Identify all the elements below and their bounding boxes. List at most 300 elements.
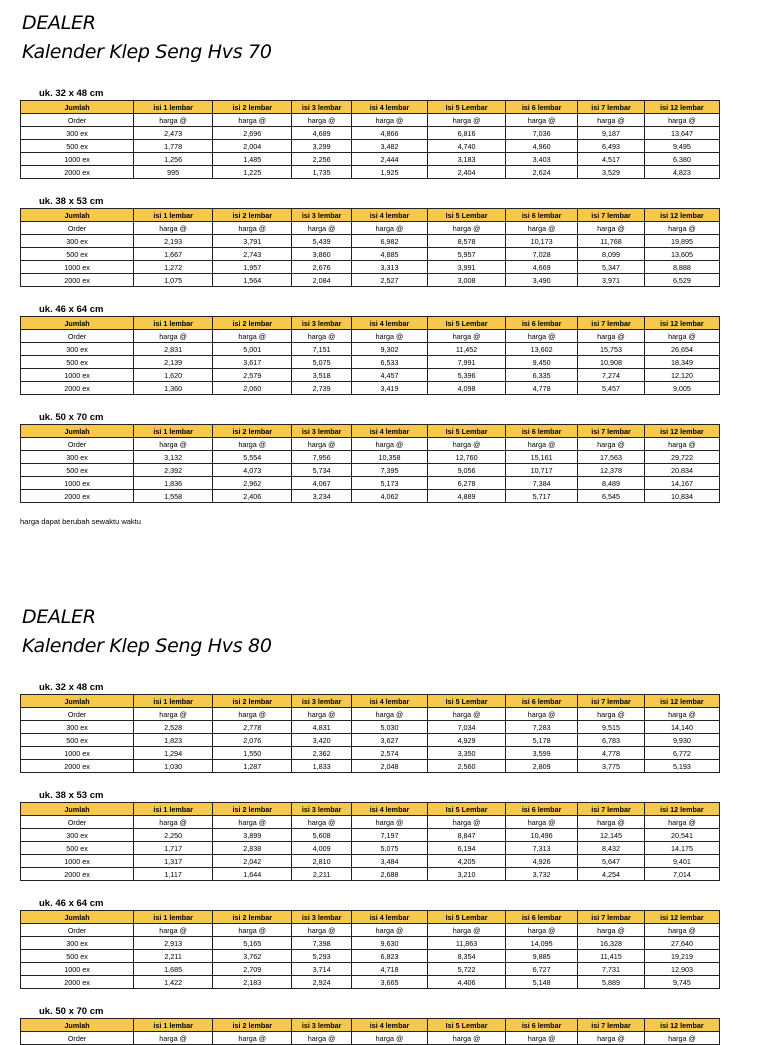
table-row xyxy=(21,721,720,734)
price-cell: 1,225 xyxy=(213,166,292,179)
order-cell: harga @ xyxy=(134,114,213,127)
price-cell: 11,768 xyxy=(578,235,645,248)
order-cell: harga @ xyxy=(644,114,719,127)
column-header: Jumlah xyxy=(21,425,134,438)
price-cell: 3,234 xyxy=(292,490,352,503)
column-header: isi 4 lembar xyxy=(351,803,427,816)
price-cell: 15,161 xyxy=(506,451,578,464)
quantity-cell: 300 ex xyxy=(21,721,134,734)
quantity-cell: 2000 ex xyxy=(21,760,134,773)
price-cell: 3,791 xyxy=(213,235,292,248)
quantity-cell: 300 ex xyxy=(21,343,134,356)
quantity-cell: 1000 ex xyxy=(21,369,134,382)
order-row xyxy=(21,114,720,127)
price-cell: 11,863 xyxy=(428,937,506,950)
column-header: isi 6 lembar xyxy=(506,209,578,222)
column-header: isi 4 lembar xyxy=(351,425,427,438)
order-cell: Order xyxy=(21,114,134,127)
order-cell: harga @ xyxy=(428,816,506,829)
price-cell: 4,457 xyxy=(351,369,427,382)
price-cell: 2,250 xyxy=(134,829,213,842)
quantity-cell: 1000 ex xyxy=(21,477,134,490)
column-header: isi 1 lembar xyxy=(134,317,213,330)
price-cell: 2,831 xyxy=(134,343,213,356)
price-cell: 7,731 xyxy=(578,963,645,976)
order-cell: harga @ xyxy=(578,438,645,451)
price-cell: 5,173 xyxy=(351,477,427,490)
column-header: isi 3 lembar xyxy=(292,695,352,708)
size-label: uk. 50 x 70 cm xyxy=(39,412,104,423)
price-cell: 4,778 xyxy=(506,382,578,395)
price-cell: 29,722 xyxy=(644,451,719,464)
price-cell: 7,395 xyxy=(351,464,427,477)
table-row xyxy=(21,950,720,963)
price-cell: 1,558 xyxy=(134,490,213,503)
header-row xyxy=(21,209,720,222)
table-row xyxy=(21,153,720,166)
price-cell: 1,957 xyxy=(213,261,292,274)
price-cell: 2,962 xyxy=(213,477,292,490)
order-cell: harga @ xyxy=(351,330,427,343)
dealer-heading: DEALER xyxy=(22,12,96,34)
column-header: isi 7 lembar xyxy=(578,317,645,330)
table-row xyxy=(21,760,720,773)
price-cell: 9,630 xyxy=(351,937,427,950)
order-cell: harga @ xyxy=(578,816,645,829)
price-cell: 1,836 xyxy=(134,477,213,490)
price-cell: 4,831 xyxy=(292,721,352,734)
price-cell: 1,256 xyxy=(134,153,213,166)
price-cell: 2,743 xyxy=(213,248,292,261)
size-label: uk. 46 x 64 cm xyxy=(39,304,104,315)
price-cell: 2,444 xyxy=(351,153,427,166)
price-cell: 3,762 xyxy=(213,950,292,963)
order-cell: harga @ xyxy=(351,816,427,829)
price-cell: 20,541 xyxy=(644,829,719,842)
price-cell: 3,529 xyxy=(578,166,645,179)
price-cell: 2,139 xyxy=(134,356,213,369)
price-cell: 7,313 xyxy=(506,842,578,855)
price-cell: 5,165 xyxy=(213,937,292,950)
column-header: isi 6 lembar xyxy=(506,911,578,924)
price-cell: 4,740 xyxy=(428,140,506,153)
table-row xyxy=(21,369,720,382)
header-row xyxy=(21,101,720,114)
column-header: isi 12 lembar xyxy=(644,317,719,330)
price-cell: 3,210 xyxy=(428,868,506,881)
column-header: isi 1 lembar xyxy=(134,803,213,816)
price-cell: 2,913 xyxy=(134,937,213,950)
price-cell: 6,545 xyxy=(578,490,645,503)
price-cell: 3,484 xyxy=(351,855,427,868)
quantity-cell: 2000 ex xyxy=(21,166,134,179)
price-cell: 3,599 xyxy=(506,747,578,760)
column-header: Jumlah xyxy=(21,101,134,114)
price-cell: 13,647 xyxy=(644,127,719,140)
column-header: Jumlah xyxy=(21,911,134,924)
price-cell: 3,860 xyxy=(292,248,352,261)
order-cell: harga @ xyxy=(428,1032,506,1045)
order-cell: harga @ xyxy=(428,708,506,721)
column-header: isi 6 lembar xyxy=(506,425,578,438)
order-row xyxy=(21,924,720,937)
order-cell: Order xyxy=(21,330,134,343)
order-cell: harga @ xyxy=(428,438,506,451)
table-row xyxy=(21,734,720,747)
price-cell: 2,211 xyxy=(134,950,213,963)
price-cell: 8,099 xyxy=(578,248,645,261)
column-header: isi 6 lembar xyxy=(506,1019,578,1032)
column-header: isi 12 lembar xyxy=(644,695,719,708)
price-cell: 2,527 xyxy=(351,274,427,287)
price-cell: 9,495 xyxy=(644,140,719,153)
price-cell: 3,482 xyxy=(351,140,427,153)
table-row xyxy=(21,382,720,395)
price-cell: 5,647 xyxy=(578,855,645,868)
quantity-cell: 500 ex xyxy=(21,464,134,477)
price-cell: 10,173 xyxy=(506,235,578,248)
quantity-cell: 500 ex xyxy=(21,140,134,153)
price-cell: 4,689 xyxy=(292,127,352,140)
order-cell: harga @ xyxy=(351,114,427,127)
order-cell: Order xyxy=(21,438,134,451)
price-cell: 5,075 xyxy=(292,356,352,369)
order-cell: harga @ xyxy=(578,330,645,343)
price-cell: 6,816 xyxy=(428,127,506,140)
price-cell: 3,665 xyxy=(351,976,427,989)
price-cell: 5,608 xyxy=(292,829,352,842)
table-row xyxy=(21,868,720,881)
price-cell: 5,457 xyxy=(578,382,645,395)
table-row xyxy=(21,937,720,950)
quantity-cell: 500 ex xyxy=(21,842,134,855)
price-cell: 2,739 xyxy=(292,382,352,395)
price-cell: 3,008 xyxy=(428,274,506,287)
price-cell: 2,810 xyxy=(292,855,352,868)
price-cell: 1,317 xyxy=(134,855,213,868)
order-cell: harga @ xyxy=(292,438,352,451)
order-cell: harga @ xyxy=(506,114,578,127)
column-header: isi 4 lembar xyxy=(351,101,427,114)
price-cell: 1,117 xyxy=(134,868,213,881)
price-cell: 2,809 xyxy=(506,760,578,773)
column-header: isi 3 lembar xyxy=(292,101,352,114)
price-cell: 18,349 xyxy=(644,356,719,369)
price-cell: 15,753 xyxy=(578,343,645,356)
price-cell: 2,688 xyxy=(351,868,427,881)
column-header: isi 1 lembar xyxy=(134,695,213,708)
order-cell: harga @ xyxy=(644,330,719,343)
header-row xyxy=(21,317,720,330)
table-row xyxy=(21,261,720,274)
column-header: isi 2 lembar xyxy=(213,209,292,222)
dealer-heading: DEALER xyxy=(22,606,96,628)
order-cell: harga @ xyxy=(134,816,213,829)
price-cell: 2,579 xyxy=(213,369,292,382)
price-cell: 9,056 xyxy=(428,464,506,477)
price-cell: 8,432 xyxy=(578,842,645,855)
price-cell: 1,667 xyxy=(134,248,213,261)
column-header: isi 3 lembar xyxy=(292,425,352,438)
order-cell: harga @ xyxy=(351,222,427,235)
price-cell: 3,419 xyxy=(351,382,427,395)
column-header: Jumlah xyxy=(21,803,134,816)
price-cell: 7,036 xyxy=(506,127,578,140)
order-cell: harga @ xyxy=(213,330,292,343)
header-row xyxy=(21,695,720,708)
quantity-cell: 500 ex xyxy=(21,248,134,261)
price-cell: 16,328 xyxy=(578,937,645,950)
price-cell: 1,823 xyxy=(134,734,213,747)
order-cell: harga @ xyxy=(578,114,645,127)
quantity-cell: 500 ex xyxy=(21,356,134,369)
table-row xyxy=(21,976,720,989)
order-cell: harga @ xyxy=(644,1032,719,1045)
quantity-cell: 1000 ex xyxy=(21,963,134,976)
order-row xyxy=(21,816,720,829)
price-cell: 4,098 xyxy=(428,382,506,395)
table-row xyxy=(21,274,720,287)
column-header: isi 6 lembar xyxy=(506,101,578,114)
price-cell: 3,899 xyxy=(213,829,292,842)
table-row xyxy=(21,166,720,179)
price-cell: 6,194 xyxy=(428,842,506,855)
price-cell: 1,925 xyxy=(351,166,427,179)
price-cell: 1,422 xyxy=(134,976,213,989)
price-cell: 8,354 xyxy=(428,950,506,963)
quantity-cell: 1000 ex xyxy=(21,855,134,868)
price-cell: 7,283 xyxy=(506,721,578,734)
quantity-cell: 300 ex xyxy=(21,451,134,464)
price-cell: 9,885 xyxy=(506,950,578,963)
price-cell: 4,067 xyxy=(292,477,352,490)
price-cell: 3,714 xyxy=(292,963,352,976)
price-cell: 2,048 xyxy=(351,760,427,773)
price-cell: 3,132 xyxy=(134,451,213,464)
price-cell: 2,193 xyxy=(134,235,213,248)
price-cell: 1,735 xyxy=(292,166,352,179)
price-cell: 3,313 xyxy=(351,261,427,274)
price-cell: 14,140 xyxy=(644,721,719,734)
size-label: uk. 32 x 48 cm xyxy=(39,88,104,99)
order-cell: harga @ xyxy=(578,222,645,235)
price-cell: 5,957 xyxy=(428,248,506,261)
column-header: isi 4 lembar xyxy=(351,695,427,708)
order-cell: harga @ xyxy=(292,1032,352,1045)
order-cell: harga @ xyxy=(506,330,578,343)
column-header: isi 12 lembar xyxy=(644,425,719,438)
order-cell: Order xyxy=(21,816,134,829)
price-cell: 3,627 xyxy=(351,734,427,747)
price-cell: 1,030 xyxy=(134,760,213,773)
column-header: Isi 5 Lembar xyxy=(428,911,506,924)
price-cell: 2,560 xyxy=(428,760,506,773)
price-cell: 5,396 xyxy=(428,369,506,382)
price-cell: 6,380 xyxy=(644,153,719,166)
order-cell: Order xyxy=(21,222,134,235)
table-row xyxy=(21,747,720,760)
quantity-cell: 300 ex xyxy=(21,235,134,248)
price-cell: 2,709 xyxy=(213,963,292,976)
column-header: isi 12 lembar xyxy=(644,101,719,114)
order-cell: harga @ xyxy=(506,1032,578,1045)
price-cell: 7,034 xyxy=(428,721,506,734)
product-heading: Kalender Klep Seng Hvs 80 xyxy=(22,635,272,657)
column-header: isi 7 lembar xyxy=(578,209,645,222)
price-cell: 4,889 xyxy=(428,490,506,503)
quantity-cell: 300 ex xyxy=(21,937,134,950)
order-cell: harga @ xyxy=(351,438,427,451)
price-cell: 2,256 xyxy=(292,153,352,166)
price-cell: 2,473 xyxy=(134,127,213,140)
price-cell: 2,392 xyxy=(134,464,213,477)
table-row xyxy=(21,356,720,369)
price-cell: 2,042 xyxy=(213,855,292,868)
price-cell: 20,834 xyxy=(644,464,719,477)
price-cell: 2,211 xyxy=(292,868,352,881)
price-cell: 12,760 xyxy=(428,451,506,464)
quantity-cell: 2000 ex xyxy=(21,490,134,503)
price-cell: 4,778 xyxy=(578,747,645,760)
table-row xyxy=(21,343,720,356)
price-cell: 2,696 xyxy=(213,127,292,140)
price-cell: 2,183 xyxy=(213,976,292,989)
price-cell: 2,778 xyxy=(213,721,292,734)
price-cell: 11,452 xyxy=(428,343,506,356)
column-header: isi 4 lembar xyxy=(351,209,427,222)
price-cell: 4,669 xyxy=(506,261,578,274)
price-cell: 3,299 xyxy=(292,140,352,153)
order-cell: harga @ xyxy=(213,1032,292,1045)
order-cell: harga @ xyxy=(506,222,578,235)
order-row xyxy=(21,438,720,451)
order-row xyxy=(21,330,720,343)
price-cell: 7,274 xyxy=(578,369,645,382)
price-cell: 7,991 xyxy=(428,356,506,369)
table-row xyxy=(21,127,720,140)
order-cell: harga @ xyxy=(428,330,506,343)
order-cell: harga @ xyxy=(213,816,292,829)
quantity-cell: 1000 ex xyxy=(21,153,134,166)
price-cell: 1,620 xyxy=(134,369,213,382)
price-cell: 7,197 xyxy=(351,829,427,842)
table-row xyxy=(21,842,720,855)
price-cell: 5,178 xyxy=(506,734,578,747)
price-table xyxy=(20,424,720,503)
order-cell: harga @ xyxy=(134,222,213,235)
price-cell: 3,420 xyxy=(292,734,352,747)
price-cell: 5,717 xyxy=(506,490,578,503)
price-cell: 2,624 xyxy=(506,166,578,179)
column-header: Isi 5 Lembar xyxy=(428,101,506,114)
price-cell: 14,167 xyxy=(644,477,719,490)
price-cell: 4,406 xyxy=(428,976,506,989)
price-cell: 2,060 xyxy=(213,382,292,395)
price-cell: 3,617 xyxy=(213,356,292,369)
order-cell: harga @ xyxy=(292,816,352,829)
column-header: isi 1 lembar xyxy=(134,209,213,222)
price-cell: 5,722 xyxy=(428,963,506,976)
column-header: isi 2 lembar xyxy=(213,101,292,114)
price-cell: 12,120 xyxy=(644,369,719,382)
order-cell: harga @ xyxy=(213,114,292,127)
price-cell: 8,578 xyxy=(428,235,506,248)
price-cell: 3,183 xyxy=(428,153,506,166)
quantity-cell: 2000 ex xyxy=(21,868,134,881)
price-table xyxy=(20,802,720,881)
price-cell: 1,833 xyxy=(292,760,352,773)
price-cell: 4,009 xyxy=(292,842,352,855)
table-row xyxy=(21,235,720,248)
table-row xyxy=(21,477,720,490)
price-cell: 5,193 xyxy=(644,760,719,773)
price-cell: 5,001 xyxy=(213,343,292,356)
price-cell: 1,075 xyxy=(134,274,213,287)
quantity-cell: 2000 ex xyxy=(21,976,134,989)
price-table xyxy=(20,694,720,773)
price-cell: 17,563 xyxy=(578,451,645,464)
order-cell: harga @ xyxy=(644,708,719,721)
size-label: uk. 50 x 70 cm xyxy=(39,1006,104,1017)
header-row xyxy=(21,425,720,438)
order-cell: harga @ xyxy=(644,816,719,829)
price-cell: 1,717 xyxy=(134,842,213,855)
order-cell: harga @ xyxy=(292,114,352,127)
order-cell: Order xyxy=(21,924,134,937)
order-cell: harga @ xyxy=(292,924,352,937)
price-cell: 7,014 xyxy=(644,868,719,881)
price-cell: 12,145 xyxy=(578,829,645,842)
order-cell: harga @ xyxy=(351,924,427,937)
column-header: isi 3 lembar xyxy=(292,209,352,222)
price-table xyxy=(20,208,720,287)
order-cell: harga @ xyxy=(578,708,645,721)
price-cell: 19,219 xyxy=(644,950,719,963)
price-cell: 5,439 xyxy=(292,235,352,248)
column-header: isi 4 lembar xyxy=(351,911,427,924)
price-cell: 9,930 xyxy=(644,734,719,747)
quantity-cell: 500 ex xyxy=(21,734,134,747)
order-cell: harga @ xyxy=(134,924,213,937)
column-header: isi 7 lembar xyxy=(578,911,645,924)
price-cell: 2,362 xyxy=(292,747,352,760)
order-cell: harga @ xyxy=(351,708,427,721)
order-cell: harga @ xyxy=(134,708,213,721)
price-cell: 9,302 xyxy=(351,343,427,356)
price-cell: 8,847 xyxy=(428,829,506,842)
column-header: isi 4 lembar xyxy=(351,1019,427,1032)
price-cell: 11,415 xyxy=(578,950,645,963)
price-cell: 6,823 xyxy=(351,950,427,963)
price-cell: 6,982 xyxy=(351,235,427,248)
order-row xyxy=(21,1032,720,1045)
price-cell: 13,605 xyxy=(644,248,719,261)
price-cell: 5,347 xyxy=(578,261,645,274)
price-cell: 10,358 xyxy=(351,451,427,464)
price-cell: 4,885 xyxy=(351,248,427,261)
column-header: isi 6 lembar xyxy=(506,803,578,816)
column-header: Isi 5 Lembar xyxy=(428,209,506,222)
price-cell: 2,004 xyxy=(213,140,292,153)
price-cell: 3,350 xyxy=(428,747,506,760)
column-header: Isi 5 Lembar xyxy=(428,425,506,438)
quantity-cell: 2000 ex xyxy=(21,382,134,395)
price-cell: 6,772 xyxy=(644,747,719,760)
column-header: isi 6 lembar xyxy=(506,695,578,708)
price-cell: 4,960 xyxy=(506,140,578,153)
order-cell: Order xyxy=(21,708,134,721)
price-cell: 4,205 xyxy=(428,855,506,868)
